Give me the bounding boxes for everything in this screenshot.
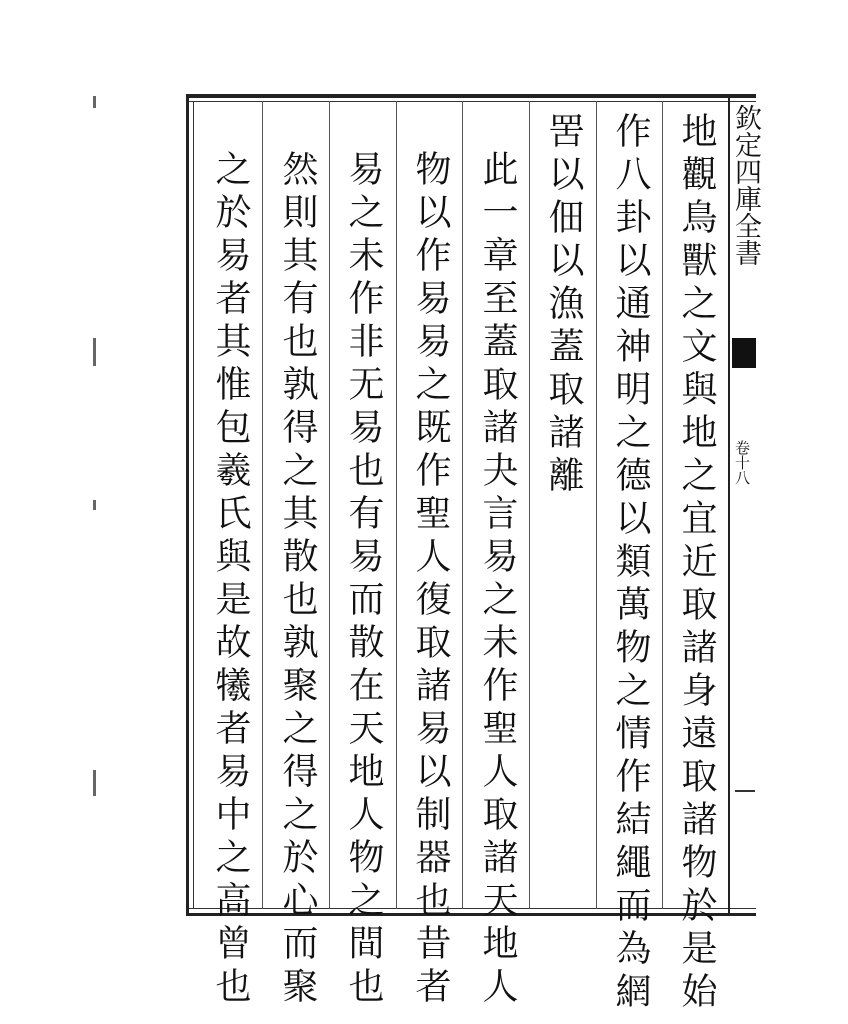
column-divider xyxy=(262,101,263,909)
column-divider xyxy=(529,101,530,909)
text-column-8: 之於易者其惟包羲氏與是故犧者易中之高曾也 xyxy=(210,150,251,1010)
frame-top-inner-border xyxy=(186,101,756,102)
scan-speck xyxy=(93,770,96,796)
frame-left-border xyxy=(186,94,189,916)
text-column-1: 地觀鳥獸之文與地之宜近取諸身遠取諸物於是始 xyxy=(676,112,717,1015)
text-column-7: 然則其有也孰得之其散也孰聚之得之於心而聚 xyxy=(277,150,318,1010)
scan-speck xyxy=(93,338,96,366)
text-column-2: 作八卦以通神明之德以類萬物之情作結繩而為網 xyxy=(610,112,651,1015)
frame-top-border xyxy=(186,94,756,98)
column-divider xyxy=(462,101,463,909)
margin-book-title: 欽定四庫全書 xyxy=(730,104,761,266)
column-divider xyxy=(329,101,330,909)
column-divider xyxy=(396,101,397,909)
margin-volume-label: 卷十八 xyxy=(733,440,751,485)
text-column-5: 物以作易易之既作聖人復取諸易以制器也昔者 xyxy=(410,150,451,1010)
column-divider xyxy=(596,101,597,909)
scan-speck xyxy=(93,500,96,510)
text-column-4: 此一章至蓋取諸夬言易之未作聖人取諸天地人 xyxy=(477,150,518,1010)
frame-bottom-inner-border xyxy=(186,908,756,909)
frame-bottom-border xyxy=(186,913,756,916)
text-column-3: 罟以佃以漁蓋取諸離 xyxy=(543,112,584,499)
scan-speck xyxy=(93,96,96,108)
column-divider xyxy=(662,101,663,909)
frame-left-inner-border xyxy=(193,101,194,909)
margin-fish-tail-mark xyxy=(732,338,756,368)
margin-tick-mark xyxy=(735,790,755,792)
text-column-6: 易之未作非无易也有易而散在天地人物之間也 xyxy=(343,150,384,1010)
